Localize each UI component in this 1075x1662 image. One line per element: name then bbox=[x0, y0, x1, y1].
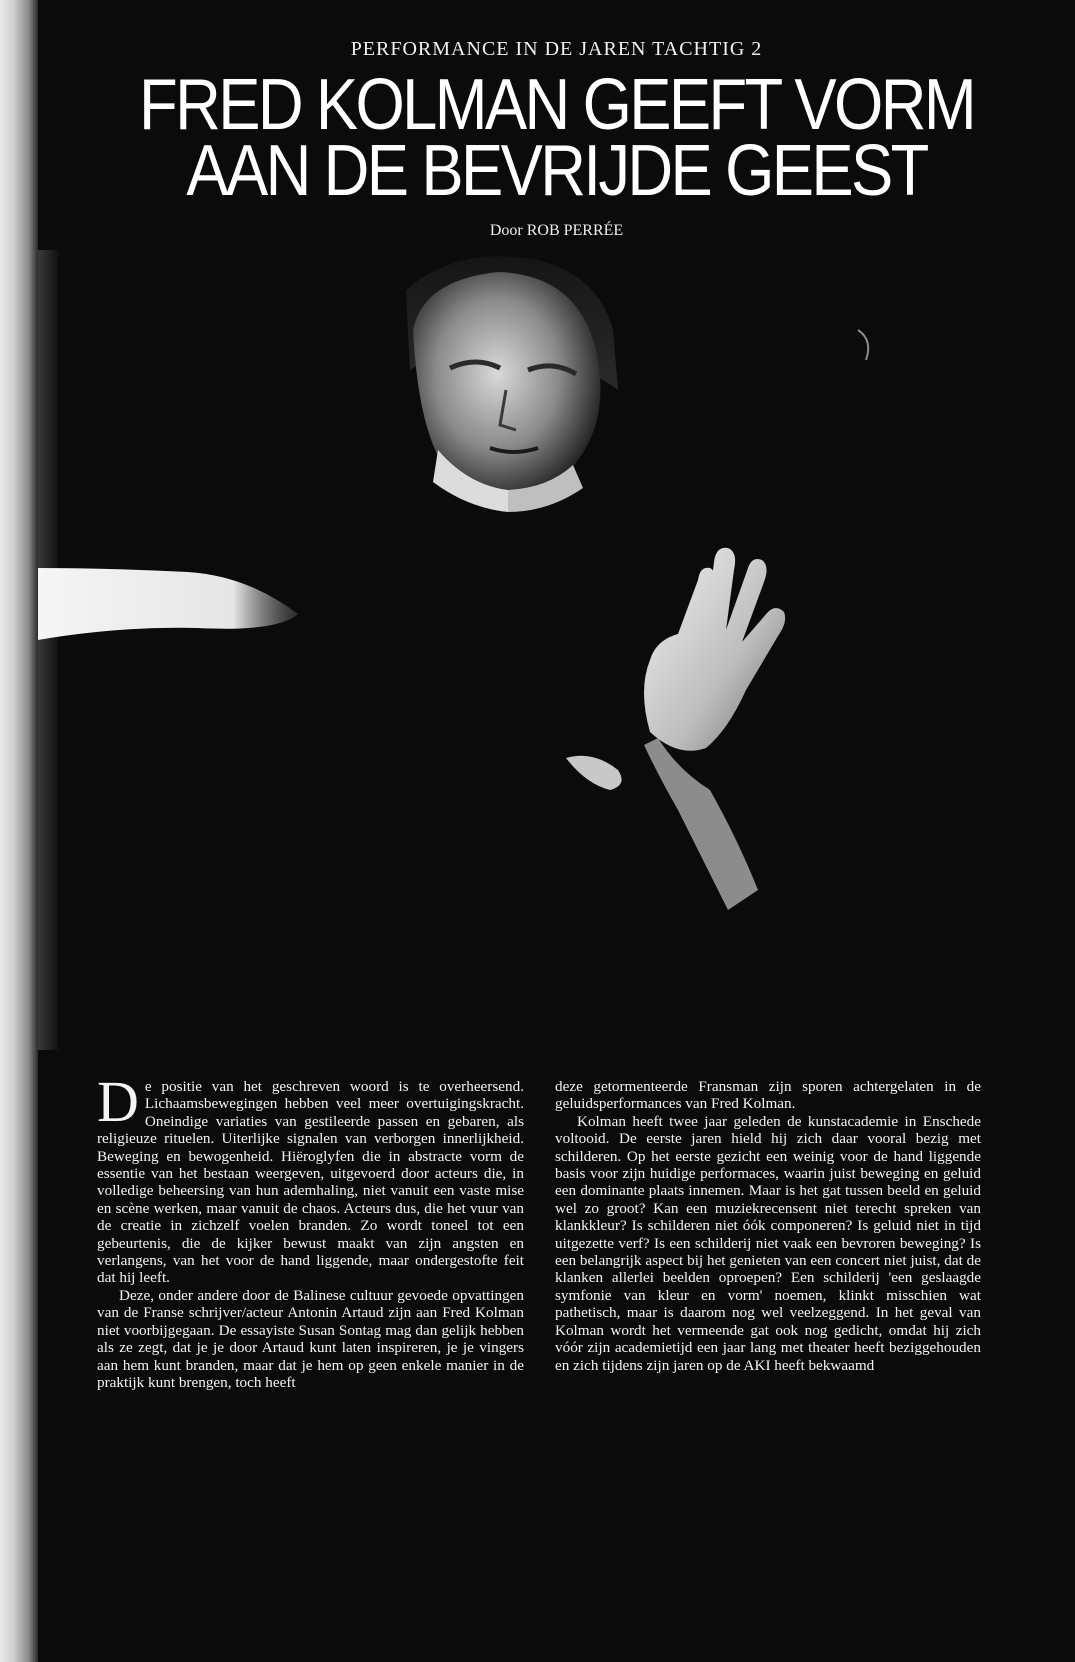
headline-line-2: AAN DE BEVRIJDE GEEST bbox=[186, 131, 927, 211]
article-paragraph: Kolman heeft twee jaar geleden de kunstacademie in Enschede voltooid. De eerste jaren hield hij zich daar vooral bezig met schilderen. Op het eerste gezicht een weinig voor de hand liggende basis voor zijn huidige performaces, waarin juist beweging en geluid een dominante plaats innemen. Maar is het gat tussen beeld en geluid wel zo groot? Kan een muziekrecensent niet terecht spreken van klankkleur? Is schilderen niet óók componeren? Is geluid niet in tijd uitgezette verf? Is een schilderij niet vaak een bevroren beweging? Is een belangrijk aspect bij het genieten van een concert niet juist, dat de klanken allerlei beelden oproepen? Een schilderij 'een geslaagde symfonie van kleur en vorm' noemen, klinkt misschien wat pathetisch, maar is daarom nog wel veelzeggend. In het geval van Kolman wordt het vermeende gat ook nog gedicht, omdat hij zich vóór zijn academietijd een jaar lang met theater heeft beziggehouden en zich tijdens zijn jaren op de AKI heeft bekwaamd bbox=[555, 1112, 981, 1374]
article-paragraph: Deze, onder andere door de Balinese cultuur gevoede opvattingen van de Franse schrijver/acteur Antonin Artaud zijn aan Fred Kolman niet voorbijgegaan. De essayiste Susan Sontag mag dan gelijk hebben als ze zegt, dat je je door Artaud kunt laten inspireren, je je vingers aan hem kunt branden, maar dat je hem op geen enkele manier in de praktijk kunt brengen, toch heeft bbox=[97, 1286, 524, 1391]
vertical-post bbox=[38, 250, 58, 1050]
headline-line-1: FRED KOLMAN GEEFT VORM bbox=[139, 65, 974, 145]
article-paragraph bbox=[97, 1069, 524, 1287]
paragraph-text: e positie van het geschreven woord is te overheersend. Lichaamsbewegingen hebben veel meer overtuigingskracht. Oneindige variaties van gestileerde passen en gebaren, als religieuze rituelen. Uiterlijke signalen van verborgen innerlijkheid. Beweging en bewogenheid. Hiëroglyfen die in abstracte vorm de essentie van het bestaan weergeven, uitgevoerd door acteurs die, in volledige beheersing van hun ademhaling, niet vanuit een vaste mise en scène werken, maar vanuit de chaos. Acteurs dus, die het vuur van de creatie in zichzelf voelen branden. Zo wordt toneel tot een gebeurtenis, die de kijker bewust maakt van zijn angsten en verlangens, van het voor de hand liggende, maar ondergestofte feit dat hij leeft. bbox=[97, 1078, 524, 1287]
photo-portrait bbox=[38, 250, 1075, 1050]
headline bbox=[100, 65, 1013, 211]
other-hand bbox=[566, 756, 622, 790]
page-margin-strip bbox=[0, 0, 38, 1662]
article-paragraph: deze getormenteerde Fransman zijn sporen achtergelaten in de geluidsperformances van Fred Kolman. bbox=[555, 1078, 981, 1113]
byline: Door ROB PERRÉE bbox=[489, 222, 624, 239]
light-streak bbox=[38, 568, 298, 640]
raised-hand bbox=[644, 548, 785, 910]
article-column-1 bbox=[97, 1069, 524, 1391]
series-header: PERFORMANCE IN DE JAREN TACHTIG 2 bbox=[350, 38, 763, 60]
smoke-wisp bbox=[858, 330, 868, 360]
drop-cap: D bbox=[97, 1069, 139, 1134]
article-column-2 bbox=[555, 1078, 981, 1374]
